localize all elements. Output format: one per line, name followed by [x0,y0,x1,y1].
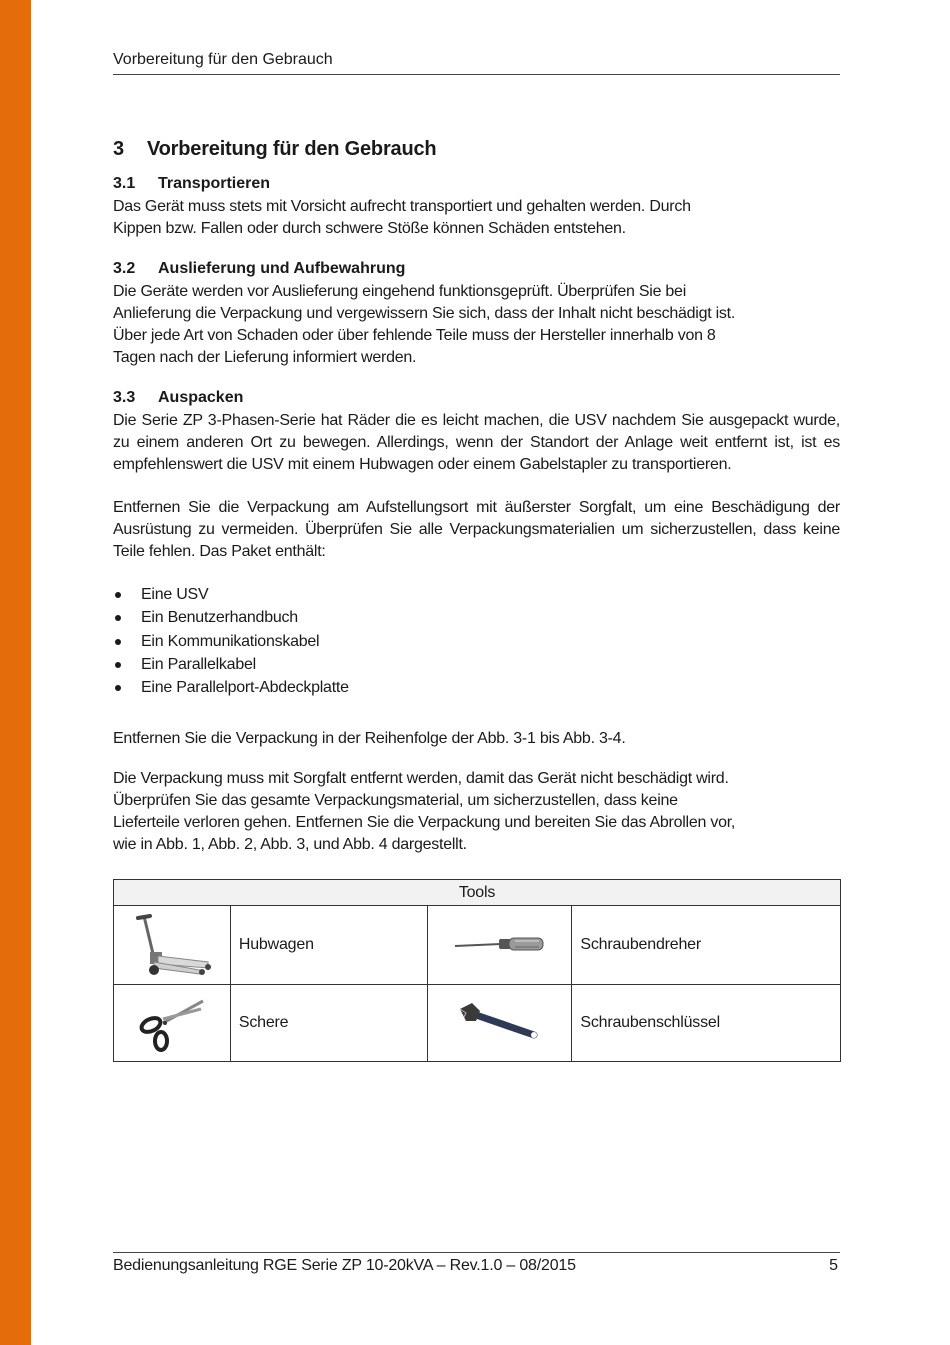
wrench-icon [427,985,572,1062]
text-line: Kippen bzw. Fallen oder durch schwere Stöße können Schäden entstehen. [113,220,626,237]
section-3-1-heading [113,175,270,193]
scissors-icon [114,985,231,1062]
footer-title: Bedienungsanleitung RGE Serie ZP 10-20kVA – Rev.1.0 – 08/2015 [113,1257,576,1274]
screwdriver-icon [427,906,572,985]
list-item: Ein Benutzerhandbuch [113,606,349,629]
text-line: Anlieferung die Verpackung und vergewissern Sie sich, dass der Inhalt nicht beschädigt ist. [113,305,736,322]
section-number: 3.3 [113,389,136,406]
text-line: Tagen nach der Lieferung informiert werden. [113,349,417,366]
section-3-2-text [113,281,840,369]
tool-label-hubwagen: Hubwagen [230,906,427,985]
bullet-icon [115,685,121,691]
tool-label-schraubenschluessel: Schraubenschlüssel [572,985,841,1062]
text-line: Das Gerät muss stets mit Vorsicht aufrecht transportiert und gehalten werden. Durch [113,198,691,215]
section-title: Transportieren [158,175,271,192]
bullet-icon [115,662,121,668]
list-item: Ein Parallelkabel [113,653,349,676]
tools-table-header: Tools [114,880,841,906]
section-3-3-paragraph-2: Entfernen Sie die Verpackung am Aufstellungsort mit äußerster Sorgfalt, um eine Beschädigung der Ausrüstung zu vermeiden. Überprüfen Sie alle Verpackungsmaterialien um sicherzustellen, dass keine Teile fehlen. Das Paket enthält: [113,499,840,560]
table-row [114,906,841,985]
chapter-heading [113,138,436,161]
text-line: Die Verpackung muss mit Sorgfalt entfernt werden, damit das Gerät nicht beschädigt wird. [113,770,729,787]
footer-divider [113,1252,840,1253]
text-line: Die Geräte werden vor Auslieferung eingehend funktionsgeprüft. Überprüfen Sie bei [113,283,687,300]
section-number: 3.2 [113,260,136,277]
section-3-3-heading [113,389,243,407]
chapter-number: 3 [113,138,124,160]
chapter-title: Vorbereitung für den Gebrauch [147,138,437,160]
tool-label-schere: Schere [230,985,427,1062]
section-3-3-paragraph-4 [113,768,840,856]
text-line: wie in Abb. 1, Abb. 2, Abb. 3, und Abb. 4 dargestellt. [113,836,467,853]
bullet-icon [115,615,121,621]
page-number: 5 [829,1257,838,1274]
text-line: Lieferteile verloren gehen. Entfernen Sie die Verpackung und bereiten Sie das Abrollen vor, [113,814,736,831]
text-line: Überprüfen Sie das gesamte Verpackungsmaterial, um sicherzustellen, dass keine [113,792,678,809]
text-line: Über jede Art von Schaden oder über fehlende Teile muss der Hersteller innerhalb von 8 [113,327,716,344]
bullet-icon [115,592,121,598]
section-3-1-text [113,196,840,240]
list-item: Ein Kommunikationskabel [113,630,349,653]
pallet-jack-icon [114,906,231,985]
section-title: Auslieferung und Aufbewahrung [158,260,406,277]
section-number: 3.1 [113,175,136,192]
bullet-icon [115,639,121,645]
section-3-2-heading [113,260,405,278]
orange-side-bar [0,0,31,1345]
section-3-3-paragraph-1: Die Serie ZP 3-Phasen-Serie hat Räder die es leicht machen, die USV nachdem Sie ausgepackt wurde, zu einem anderen Ort zu bewegen. Allerdings, wenn der Standort der Anlage weit entfernt ist, ist es empfehlenswert die USV mit einem Hubwagen oder einem Gabelstapler zu transportieren. [113,412,840,473]
section-3-3-paragraph-3: Entfernen Sie die Verpackung in der Reihenfolge der Abb. 3-1 bis Abb. 3-4. [113,730,626,747]
list-item: Eine USV [113,583,349,606]
table-row [114,985,841,1062]
running-header: Vorbereitung für den Gebrauch [113,51,840,75]
section-title: Auspacken [158,389,244,406]
tools-table [113,879,841,1062]
list-item: Eine Parallelport-Abdeckplatte [113,676,349,699]
package-contents-list [113,583,349,699]
tool-label-schraubendreher: Schraubendreher [572,906,841,985]
